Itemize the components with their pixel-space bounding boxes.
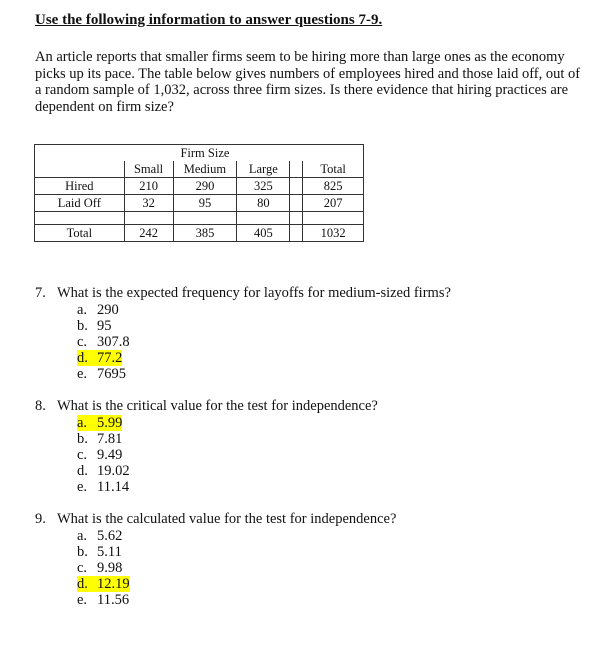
table-cell: 290	[173, 178, 237, 195]
option-list	[35, 528, 396, 609]
total-row	[35, 225, 364, 242]
option-a[interactable]: a. 290	[77, 301, 119, 318]
row-label: Total	[35, 225, 125, 242]
question-text: What is the critical value for the test for independence?	[57, 398, 378, 414]
table-cell: 1032	[303, 225, 364, 242]
table-cell: 325	[237, 178, 290, 195]
option-list	[35, 415, 378, 496]
question-9	[35, 511, 396, 609]
column-header-row	[35, 161, 364, 178]
column-header: Large	[237, 161, 290, 178]
option-b[interactable]: b. 7.81	[77, 430, 123, 447]
answer-highlight: d. 12.19	[77, 576, 130, 593]
option-d[interactable]: d. 19.02	[77, 463, 130, 480]
table-cell: 32	[124, 195, 173, 212]
question-text: What is the calculated value for the test for independence?	[57, 511, 397, 527]
table-row	[35, 178, 364, 195]
table-cell: 242	[124, 225, 173, 242]
table-row	[35, 195, 364, 212]
question-number: 9.	[35, 511, 46, 527]
question-number: 7.	[35, 285, 46, 301]
question-stem	[35, 511, 396, 528]
answer-highlight: a. 5.99	[77, 414, 123, 431]
option-c[interactable]: c. 9.98	[77, 559, 123, 576]
table-cell: 95	[173, 195, 237, 212]
column-header: Total	[303, 161, 364, 178]
option-b[interactable]: b. 5.11	[77, 543, 122, 560]
question-stem	[35, 398, 378, 415]
group-header: Firm Size	[173, 145, 237, 162]
option-d-highlighted[interactable]	[77, 350, 451, 366]
table-cell: 210	[124, 178, 173, 195]
table-cell: 825	[303, 178, 364, 195]
table-cell: 385	[173, 225, 237, 242]
table-header-row	[35, 145, 364, 162]
option-a[interactable]: a. 5.62	[77, 527, 123, 544]
question-number: 8.	[35, 398, 46, 414]
question-stem	[35, 285, 451, 302]
option-list	[35, 302, 451, 383]
instructions-heading: Use the following information to answer questions 7-9.	[35, 12, 383, 28]
option-b[interactable]: b. 95	[77, 317, 112, 334]
column-header: Small	[124, 161, 173, 178]
option-e[interactable]: e. 7695	[77, 366, 126, 383]
row-label: Laid Off	[35, 195, 125, 212]
intro-paragraph: An article reports that smaller firms seem to be hiring more than large ones as the economy picks up its pace. The table below gives numbers of employees hired and those laid off, out of a random sample of 1,032, across three firm sizes. Is there evidence that hiring practices are dependent on firm size?	[35, 49, 581, 115]
contingency-table	[34, 144, 364, 242]
option-c[interactable]: c. 307.8	[77, 333, 130, 350]
table-cell: 405	[237, 225, 290, 242]
option-e[interactable]: e. 11.56	[77, 592, 130, 609]
column-header: Medium	[173, 161, 237, 178]
option-e[interactable]: e. 11.14	[77, 479, 130, 496]
answer-highlight: d. 77.2	[77, 350, 123, 367]
question-8	[35, 398, 378, 496]
question-7	[35, 285, 451, 383]
option-a-highlighted[interactable]	[77, 415, 378, 431]
row-label: Hired	[35, 178, 125, 195]
spacer-row	[35, 212, 364, 225]
option-c[interactable]: c. 9.49	[77, 446, 123, 463]
option-d-highlighted[interactable]	[77, 576, 396, 592]
table-cell: 80	[237, 195, 290, 212]
table-cell: 207	[303, 195, 364, 212]
question-text: What is the expected frequency for layoffs for medium-sized firms?	[57, 285, 451, 301]
